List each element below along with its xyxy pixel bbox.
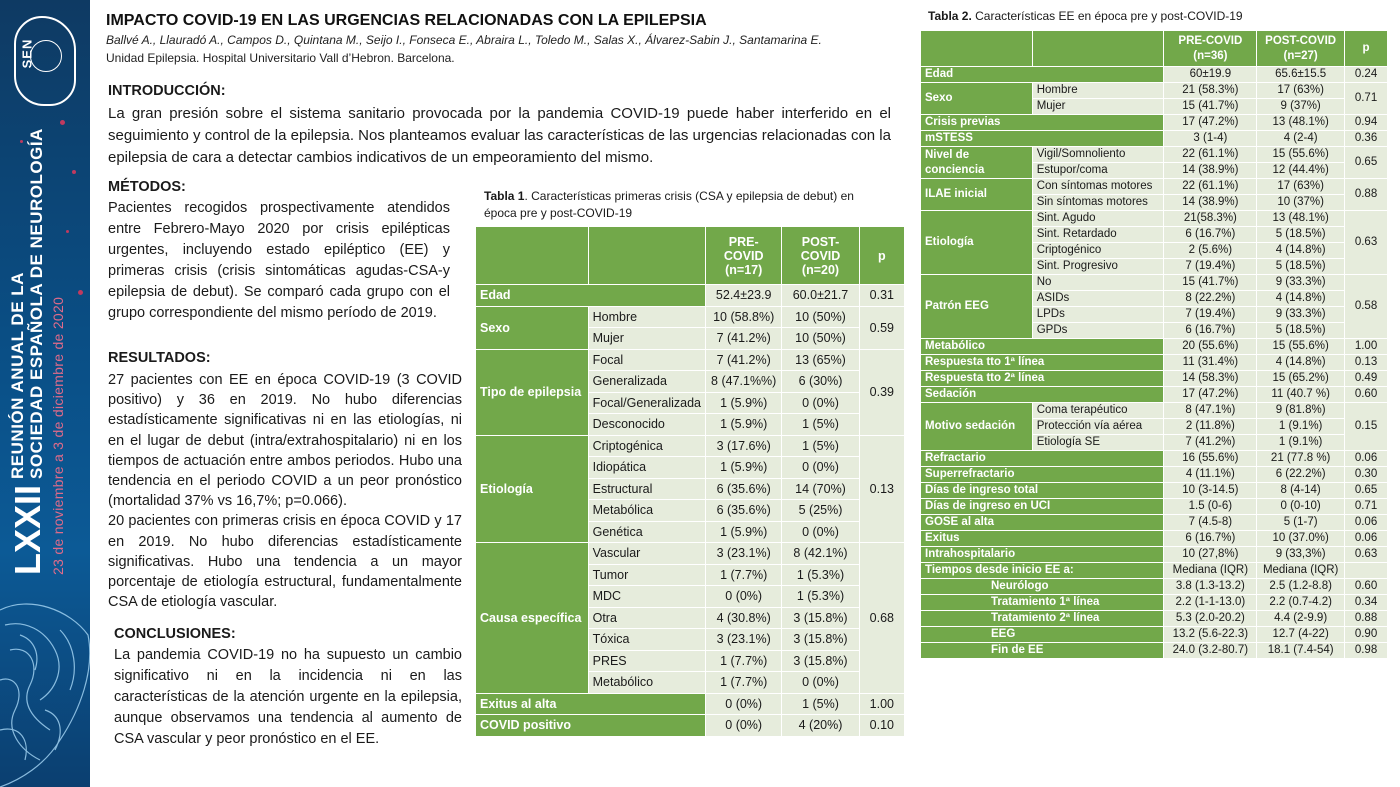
row-label: Intrahospitalario xyxy=(921,547,1164,563)
table2-row xyxy=(921,371,1388,387)
value-post: 17 (63%) xyxy=(1257,179,1345,195)
value-post: 21 (77.8 %) xyxy=(1257,451,1345,467)
value-post: 9 (33.3%) xyxy=(1257,307,1345,323)
table2-caption-text: Características EE en época pre y post-COVID-19 xyxy=(971,9,1243,23)
p-value: 0.06 xyxy=(1345,515,1388,531)
table1-row xyxy=(476,285,905,307)
p-value: 0.71 xyxy=(1345,499,1388,515)
congress-title xyxy=(8,0,78,575)
value-pre: 4 (30.8%) xyxy=(706,607,782,629)
value-post: 0 (0%) xyxy=(782,457,859,479)
row-sublabel: Estructural xyxy=(588,478,705,500)
value-post: 10 (37.0%) xyxy=(1257,531,1345,547)
value-pre: 1.5 (0-6) xyxy=(1164,499,1257,515)
row-label: Metabólico xyxy=(921,339,1164,355)
value-post: Mediana (IQR) xyxy=(1257,563,1345,579)
table2-row xyxy=(921,595,1388,611)
value-post: 1 (5.3%) xyxy=(782,586,859,608)
row-label: Días de ingreso total xyxy=(921,483,1164,499)
value-pre: 6 (16.7%) xyxy=(1164,531,1257,547)
row-label: Edad xyxy=(921,67,1164,83)
table1-row xyxy=(476,435,905,457)
value-pre: 21(58.3%) xyxy=(1164,211,1257,227)
table1-row xyxy=(476,349,905,371)
value-pre: 60±19.9 xyxy=(1164,67,1257,83)
p-value: 0.34 xyxy=(1345,595,1388,611)
table1-header-post: POST-COVID (n=20) xyxy=(782,227,859,285)
table2-row xyxy=(921,627,1388,643)
value-pre: 10 (3-14.5) xyxy=(1164,483,1257,499)
table2-header-blank xyxy=(921,31,1033,67)
value-post: 9 (33,3%) xyxy=(1257,547,1345,563)
value-post: 5 (1-7) xyxy=(1257,515,1345,531)
row-sublabel: Sin síntomas motores xyxy=(1032,195,1164,211)
value-post: 0 (0%) xyxy=(782,392,859,414)
table2-row xyxy=(921,147,1388,163)
p-value: 0.06 xyxy=(1345,531,1388,547)
value-post: 5 (18.5%) xyxy=(1257,259,1345,275)
table2-row xyxy=(921,339,1388,355)
table1-body xyxy=(476,285,905,737)
row-sublabel: Sint. Agudo xyxy=(1032,211,1164,227)
row-sublabel: Protección vía aérea xyxy=(1032,419,1164,435)
p-value: 0.13 xyxy=(859,435,904,543)
table2-row xyxy=(921,67,1388,83)
congress-dates: 23 de noviembre a 3 de diciembre de 2020 xyxy=(50,296,66,575)
value-post: 13 (48.1%) xyxy=(1257,115,1345,131)
row-sublabel: Desconocido xyxy=(588,414,705,436)
value-post: 15 (65.2%) xyxy=(1257,371,1345,387)
table2-body xyxy=(921,67,1388,659)
row-label: Tiempos desde inicio EE a: xyxy=(921,563,1164,579)
value-pre: 17 (47.2%) xyxy=(1164,115,1257,131)
table1 xyxy=(475,226,905,737)
p-value: 0.13 xyxy=(1345,355,1388,371)
value-pre: 3 (17.6%) xyxy=(706,435,782,457)
value-pre: 22 (61.1%) xyxy=(1164,147,1257,163)
row-label: Fin de EE xyxy=(921,643,1164,659)
row-label: EEG xyxy=(921,627,1164,643)
congress-line2: SOCIEDAD ESPAÑOLA DE NEUROLOGÍA xyxy=(27,128,46,479)
p-value: 0.30 xyxy=(1345,467,1388,483)
value-pre: 1 (7.7%) xyxy=(706,650,782,672)
row-label: Neurólogo xyxy=(921,579,1164,595)
row-label: COVID positivo xyxy=(476,715,706,737)
p-value: 0.10 xyxy=(859,715,904,737)
value-post: 2.2 (0.7-4.2) xyxy=(1257,595,1345,611)
p-value: 0.39 xyxy=(859,349,904,435)
methods-heading: MÉTODOS: xyxy=(108,179,186,195)
row-label: Crisis previas xyxy=(921,115,1164,131)
value-post: 4.4 (2-9.9) xyxy=(1257,611,1345,627)
value-pre: 3 (23.1%) xyxy=(706,629,782,651)
p-value: 0.49 xyxy=(1345,371,1388,387)
table1-row xyxy=(476,715,905,737)
value-post: 3 (15.8%) xyxy=(782,607,859,629)
table2-header-pre: PRE-COVID (n=36) xyxy=(1164,31,1257,67)
row-sublabel: Tóxica xyxy=(588,629,705,651)
row-label: Respuesta tto 1ª línea xyxy=(921,355,1164,371)
value-pre: 8 (47.1%) xyxy=(1164,403,1257,419)
table2-header-p: p xyxy=(1345,31,1388,67)
value-pre: 0 (0%) xyxy=(706,715,782,737)
value-pre: 15 (41.7%) xyxy=(1164,275,1257,291)
value-post: 9 (33.3%) xyxy=(1257,275,1345,291)
p-value: 0.90 xyxy=(1345,627,1388,643)
results-paragraph-1: 27 pacientes con EE en época COVID-19 (3 COVID positivo) y 36 en 2019. No hubo diferencias estadísticamente significativas ni en las etiologías, ni en el lugar de debut (intra/extrahospitalario) ni en los tiempos de actuación entre ambos periodos. Hubo una tendencia en el periodo COVID a un peor pronóstico (mortalidad 37% vs 16,7%; p=0.066). xyxy=(108,372,462,510)
p-value xyxy=(1345,563,1388,579)
value-pre: 1 (5.9%) xyxy=(706,414,782,436)
table1-caption-label: Tabla 1 xyxy=(484,189,525,203)
p-value: 0.68 xyxy=(859,543,904,694)
poster-title: IMPACTO COVID-19 EN LAS URGENCIAS RELACIONADAS CON LA EPILEPSIA xyxy=(106,12,707,29)
value-post: 13 (48.1%) xyxy=(1257,211,1345,227)
value-post: 60.0±21.7 xyxy=(782,285,859,307)
row-label: Etiología xyxy=(921,211,1033,275)
row-sublabel: Vigil/Somnoliento xyxy=(1032,147,1164,163)
row-sublabel: Otra xyxy=(588,607,705,629)
value-post: 65.6±15.5 xyxy=(1257,67,1345,83)
row-sublabel: LPDs xyxy=(1032,307,1164,323)
row-sublabel: Hombre xyxy=(588,306,705,328)
p-value: 0.63 xyxy=(1345,547,1388,563)
value-pre: Mediana (IQR) xyxy=(1164,563,1257,579)
value-post: 4 (14.8%) xyxy=(1257,243,1345,259)
value-post: 17 (63%) xyxy=(1257,83,1345,99)
value-pre: 14 (58.3%) xyxy=(1164,371,1257,387)
table2-row xyxy=(921,451,1388,467)
value-pre: 6 (16.7%) xyxy=(1164,323,1257,339)
p-value: 0.60 xyxy=(1345,387,1388,403)
value-pre: 7 (4.5-8) xyxy=(1164,515,1257,531)
p-value: 0.15 xyxy=(1345,403,1388,451)
row-label: Patrón EEG xyxy=(921,275,1033,339)
value-pre: 8 (47.1%%) xyxy=(706,371,782,393)
table1-caption xyxy=(484,188,884,222)
row-sublabel: Tumor xyxy=(588,564,705,586)
row-label: Etiología xyxy=(476,435,589,543)
p-value: 0.36 xyxy=(1345,131,1388,147)
value-pre: 6 (35.6%) xyxy=(706,500,782,522)
value-pre: 1 (5.9%) xyxy=(706,392,782,414)
row-label: Superrefractario xyxy=(921,467,1164,483)
value-post: 4 (14.8%) xyxy=(1257,291,1345,307)
brain-illustration xyxy=(0,590,90,787)
value-post: 1 (5.3%) xyxy=(782,564,859,586)
table2-header-blank xyxy=(1032,31,1164,67)
p-value: 0.88 xyxy=(1345,611,1388,627)
value-pre: 16 (55.6%) xyxy=(1164,451,1257,467)
row-label: Tratamiento 1ª línea xyxy=(921,595,1164,611)
row-sublabel: MDC xyxy=(588,586,705,608)
value-pre: 21 (58.3%) xyxy=(1164,83,1257,99)
row-label: Tipo de epilepsia xyxy=(476,349,589,435)
row-sublabel: Mujer xyxy=(1032,99,1164,115)
value-post: 9 (37%) xyxy=(1257,99,1345,115)
row-sublabel: Criptogénico xyxy=(1032,243,1164,259)
value-post: 10 (50%) xyxy=(782,328,859,350)
value-post: 11 (40.7 %) xyxy=(1257,387,1345,403)
value-post: 3 (15.8%) xyxy=(782,650,859,672)
row-label: Sexo xyxy=(921,83,1033,115)
row-label: Edad xyxy=(476,285,706,307)
value-post: 18.1 (7.4-54) xyxy=(1257,643,1345,659)
row-sublabel: PRES xyxy=(588,650,705,672)
table1-row xyxy=(476,543,905,565)
results-paragraph-2: 20 pacientes con primeras crisis en época COVID y 17 en 2019. No hubo diferencias estadísticamente significativas. Hubo una tendencia a un mayor porcentaje de etiología estructural, fundamentalmente CSA de etiología vascular. xyxy=(108,513,462,611)
table2-header-post: POST-COVID (n=27) xyxy=(1257,31,1345,67)
value-pre: 5.3 (2.0-20.2) xyxy=(1164,611,1257,627)
row-sublabel: Idiopática xyxy=(588,457,705,479)
row-label: Respuesta tto 2ª línea xyxy=(921,371,1164,387)
row-sublabel: Genética xyxy=(588,521,705,543)
row-sublabel: Metabólica xyxy=(588,500,705,522)
table2-row xyxy=(921,643,1388,659)
p-value: 0.31 xyxy=(859,285,904,307)
value-pre: 17 (47.2%) xyxy=(1164,387,1257,403)
row-label: Sexo xyxy=(476,306,589,349)
value-pre: 7 (41.2%) xyxy=(706,328,782,350)
row-sublabel: ASIDs xyxy=(1032,291,1164,307)
value-pre: 2 (5.6%) xyxy=(1164,243,1257,259)
table1-header-blank xyxy=(476,227,589,285)
value-pre: 10 (58.8%) xyxy=(706,306,782,328)
value-post: 12.7 (4-22) xyxy=(1257,627,1345,643)
p-value: 0.65 xyxy=(1345,147,1388,179)
row-label: Causa específica xyxy=(476,543,589,694)
congress-line1: REUNIÓN ANUAL DE LA xyxy=(8,272,27,479)
p-value: 0.59 xyxy=(859,306,904,349)
value-pre: 2.2 (1-1-13.0) xyxy=(1164,595,1257,611)
value-pre: 3.8 (1.3-13.2) xyxy=(1164,579,1257,595)
table2-row xyxy=(921,499,1388,515)
value-pre: 24.0 (3.2-80.7) xyxy=(1164,643,1257,659)
value-post: 6 (22.2%) xyxy=(1257,467,1345,483)
p-value: 1.00 xyxy=(1345,339,1388,355)
value-pre: 14 (38.9%) xyxy=(1164,195,1257,211)
table1-caption-text: . Características primeras crisis (CSA y epilepsia de debut) en época pre y post-COVID-19 xyxy=(484,189,854,220)
value-post: 1 (5%) xyxy=(782,414,859,436)
value-post: 14 (70%) xyxy=(782,478,859,500)
table2-row xyxy=(921,611,1388,627)
value-pre: 7 (19.4%) xyxy=(1164,259,1257,275)
row-sublabel: Hombre xyxy=(1032,83,1164,99)
table2-row xyxy=(921,563,1388,579)
value-post: 10 (37%) xyxy=(1257,195,1345,211)
table2 xyxy=(920,30,1388,659)
p-value: 0.24 xyxy=(1345,67,1388,83)
value-pre: 8 (22.2%) xyxy=(1164,291,1257,307)
value-pre: 10 (27,8%) xyxy=(1164,547,1257,563)
value-pre: 13.2 (5.6-22.3) xyxy=(1164,627,1257,643)
value-post: 15 (55.6%) xyxy=(1257,339,1345,355)
conclusions-text: La pandemia COVID-19 no ha supuesto un cambio significativo ni en la incidencia ni en las características de la atención urgente en la epilepsia, aunque observamos una tendencia al aumento de CSA vascular y peor pronóstico en el EE. xyxy=(114,647,462,747)
value-pre: 22 (61.1%) xyxy=(1164,179,1257,195)
value-pre: 11 (31.4%) xyxy=(1164,355,1257,371)
value-post: 5 (18.5%) xyxy=(1257,227,1345,243)
congress-number: LXXII xyxy=(7,484,48,575)
row-sublabel: Focal xyxy=(588,349,705,371)
value-post: 13 (65%) xyxy=(782,349,859,371)
value-post: 2.5 (1.2-8.8) xyxy=(1257,579,1345,595)
p-value: 0.65 xyxy=(1345,483,1388,499)
p-value: 1.00 xyxy=(859,693,904,715)
value-post: 1 (5%) xyxy=(782,435,859,457)
table2-row xyxy=(921,355,1388,371)
table2-row xyxy=(921,211,1388,227)
intro-heading: INTRODUCCIÓN: xyxy=(108,83,226,99)
row-sublabel: Sint. Progresivo xyxy=(1032,259,1164,275)
table2-row xyxy=(921,387,1388,403)
value-pre: 15 (41.7%) xyxy=(1164,99,1257,115)
conclusions-heading: CONCLUSIONES: xyxy=(114,626,236,642)
intro-text: La gran presión sobre el sistema sanitario provocada por la pandemia COVID-19 puede haber interferido en el seguimiento y control de la epilepsia. Nos planteamos evaluar las características de las urgencias relacionadas con la epilepsia de cara a detectar cambios indicativos de un empeoramiento del mismo. xyxy=(108,105,891,166)
row-label: Motivo sedación xyxy=(921,403,1033,451)
row-sublabel: Generalizada xyxy=(588,371,705,393)
sidebar xyxy=(0,0,90,787)
p-value: 0.63 xyxy=(1345,211,1388,275)
p-value: 0.06 xyxy=(1345,451,1388,467)
institution: Unidad Epilepsia. Hospital Universitario Vall d’Hebron. Barcelona. xyxy=(106,51,455,65)
row-sublabel: Criptogénica xyxy=(588,435,705,457)
value-pre: 4 (11.1%) xyxy=(1164,467,1257,483)
row-label: Exitus al alta xyxy=(476,693,706,715)
value-post: 9 (81.8%) xyxy=(1257,403,1345,419)
value-pre: 0 (0%) xyxy=(706,586,782,608)
p-value: 0.58 xyxy=(1345,275,1388,339)
value-pre: 6 (35.6%) xyxy=(706,478,782,500)
value-post: 1 (5%) xyxy=(782,693,859,715)
row-label: Tratamiento 2ª línea xyxy=(921,611,1164,627)
value-post: 1 (9.1%) xyxy=(1257,435,1345,451)
value-pre: 1 (7.7%) xyxy=(706,672,782,694)
table1-header-blank xyxy=(588,227,705,285)
table2-caption xyxy=(928,8,1243,25)
results-text xyxy=(108,370,462,612)
row-label: Exitus xyxy=(921,531,1164,547)
value-post: 6 (30%) xyxy=(782,371,859,393)
table2-row xyxy=(921,579,1388,595)
p-value: 0.94 xyxy=(1345,115,1388,131)
row-sublabel: Mujer xyxy=(588,328,705,350)
value-post: 5 (25%) xyxy=(782,500,859,522)
value-pre: 7 (41.2%) xyxy=(1164,435,1257,451)
row-label: Sedación xyxy=(921,387,1164,403)
table2-row xyxy=(921,531,1388,547)
value-post: 15 (55.6%) xyxy=(1257,147,1345,163)
row-sublabel: No xyxy=(1032,275,1164,291)
table2-caption-label: Tabla 2. xyxy=(928,9,972,23)
value-post: 8 (4-14) xyxy=(1257,483,1345,499)
row-sublabel: Etiología SE xyxy=(1032,435,1164,451)
value-post: 10 (50%) xyxy=(782,306,859,328)
value-post: 0 (0%) xyxy=(782,672,859,694)
value-post: 8 (42.1%) xyxy=(782,543,859,565)
p-value: 0.71 xyxy=(1345,83,1388,115)
p-value: 0.60 xyxy=(1345,579,1388,595)
value-pre: 2 (11.8%) xyxy=(1164,419,1257,435)
row-sublabel: Metabólico xyxy=(588,672,705,694)
value-post: 4 (2-4) xyxy=(1257,131,1345,147)
p-value: 0.88 xyxy=(1345,179,1388,211)
table2-row xyxy=(921,115,1388,131)
value-post: 5 (18.5%) xyxy=(1257,323,1345,339)
value-pre: 1 (5.9%) xyxy=(706,521,782,543)
value-pre: 1 (5.9%) xyxy=(706,457,782,479)
row-label: Días de ingreso en UCI xyxy=(921,499,1164,515)
table2-row xyxy=(921,131,1388,147)
row-label: ILAE inicial xyxy=(921,179,1033,211)
value-pre: 3 (23.1%) xyxy=(706,543,782,565)
table2-row xyxy=(921,547,1388,563)
value-post: 3 (15.8%) xyxy=(782,629,859,651)
results-heading: RESULTADOS: xyxy=(108,350,211,366)
row-sublabel: Sint. Retardado xyxy=(1032,227,1164,243)
value-pre: 7 (41.2%) xyxy=(706,349,782,371)
row-sublabel: Focal/Generalizada xyxy=(588,392,705,414)
value-pre: 6 (16.7%) xyxy=(1164,227,1257,243)
value-pre: 14 (38.9%) xyxy=(1164,163,1257,179)
table1-row xyxy=(476,693,905,715)
table2-row xyxy=(921,483,1388,499)
value-post: 0 (0%) xyxy=(782,521,859,543)
value-pre: 20 (55.6%) xyxy=(1164,339,1257,355)
table2-row xyxy=(921,467,1388,483)
sen-logo-text: SEN xyxy=(19,38,35,69)
row-label: GOSE al alta xyxy=(921,515,1164,531)
table2-row xyxy=(921,515,1388,531)
table2-row xyxy=(921,83,1388,99)
value-post: 0 (0-10) xyxy=(1257,499,1345,515)
row-sublabel: Coma terapéutico xyxy=(1032,403,1164,419)
table1-header-p: p xyxy=(859,227,904,285)
value-pre: 7 (19.4%) xyxy=(1164,307,1257,323)
value-post: 4 (20%) xyxy=(782,715,859,737)
table1-row xyxy=(476,306,905,328)
row-label: mSTESS xyxy=(921,131,1164,147)
p-value: 0.98 xyxy=(1345,643,1388,659)
value-post: 4 (14.8%) xyxy=(1257,355,1345,371)
table2-row xyxy=(921,275,1388,291)
value-post: 1 (9.1%) xyxy=(1257,419,1345,435)
row-sublabel: GPDs xyxy=(1032,323,1164,339)
value-pre: 52.4±23.9 xyxy=(706,285,782,307)
table2-row xyxy=(921,179,1388,195)
authors: Ballvé A., Llauradó A., Campos D., Quintana M., Seijo I., Fonseca E., Abraira L., Toledo M., Salas X., Álvarez-Sabin J., Santamarina E. xyxy=(106,33,822,47)
value-pre: 0 (0%) xyxy=(706,693,782,715)
row-sublabel: Estupor/coma xyxy=(1032,163,1164,179)
table2-row xyxy=(921,403,1388,419)
row-label: Refractario xyxy=(921,451,1164,467)
row-label: Nivel de conciencia xyxy=(921,147,1033,179)
table1-header-pre: PRE-COVID (n=17) xyxy=(706,227,782,285)
methods-text: Pacientes recogidos prospectivamente atendidos entre Febrero-Mayo 2020 por crisis epilépticas urgentes, incluyendo estado epiléptico (EE) y primeras crisis (crisis sintomáticas agudas-CSA-y epilepsia de debut). Se comparó cada grupo con el grupo correspondiente del mismo período de 2019. xyxy=(108,200,450,321)
value-pre: 3 (1-4) xyxy=(1164,131,1257,147)
value-post: 12 (44.4%) xyxy=(1257,163,1345,179)
row-sublabel: Con síntomas motores xyxy=(1032,179,1164,195)
row-sublabel: Vascular xyxy=(588,543,705,565)
value-pre: 1 (7.7%) xyxy=(706,564,782,586)
